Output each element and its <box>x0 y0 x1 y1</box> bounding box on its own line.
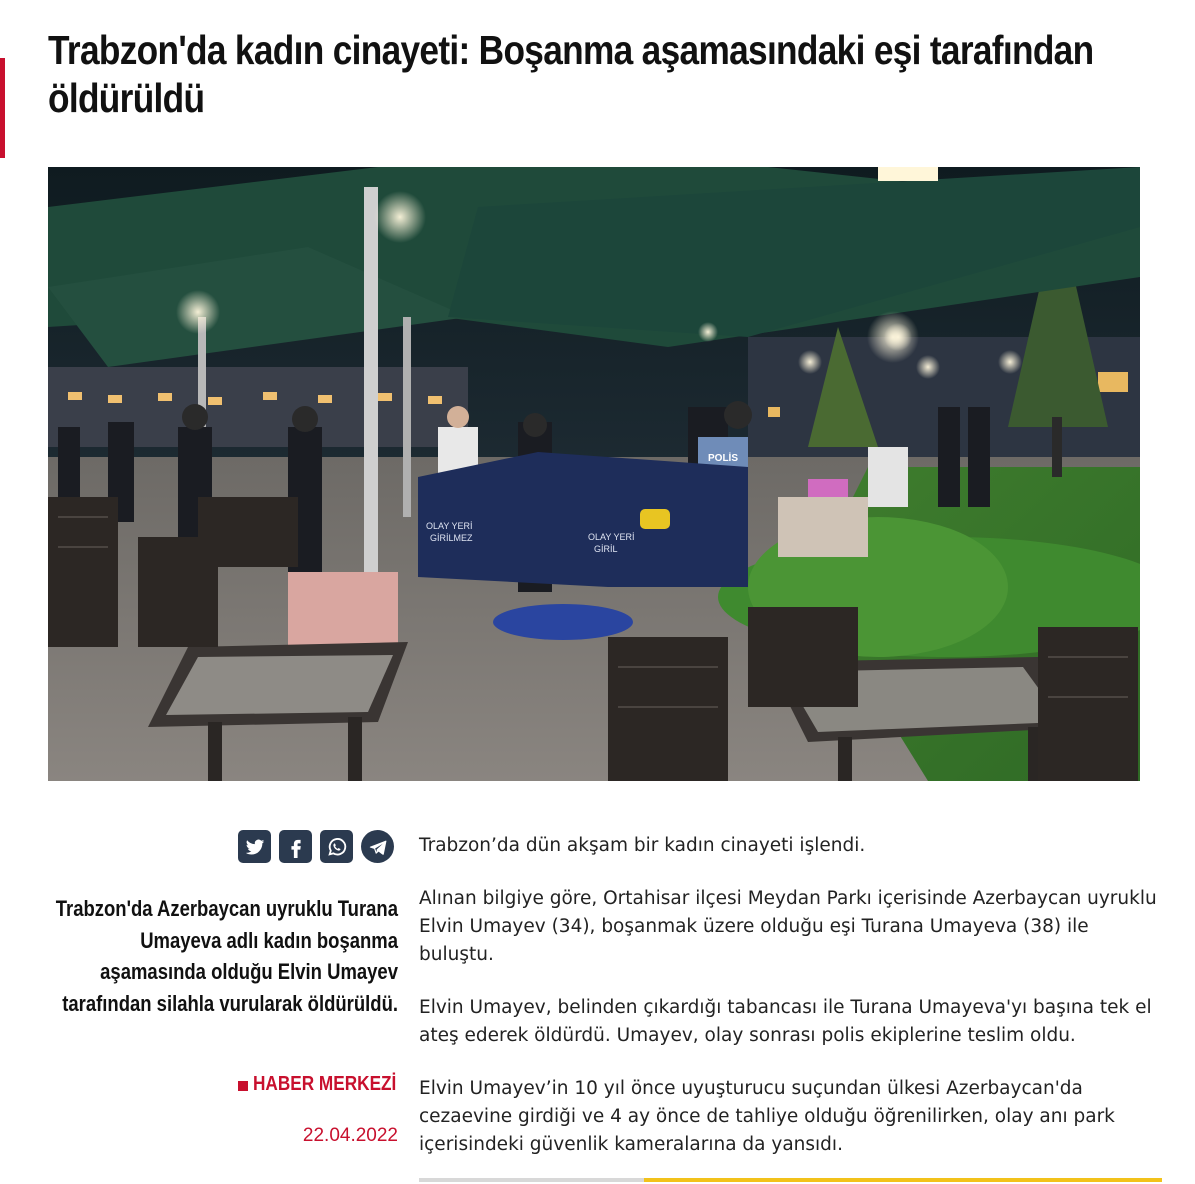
author-name: HABER MERKEZİ <box>253 1073 397 1095</box>
screen-text-right: OLAY YERİ <box>588 532 635 542</box>
article-summary-text: Trabzon'da Azerbaycan uyruklu Turana Umayeva adlı kadın boşanma aşamasında olduğu Elvin Umayev tarafından silahla vurularak öldürüldü. <box>55 896 399 1016</box>
article-hero-image[interactable] <box>48 167 1140 781</box>
twitter-icon <box>244 836 266 858</box>
article-paragraph: Elvin Umayev’in 10 yıl önce uyuşturucu suçundan ülkesi Azerbaycan'da cezaevine girdiği ve 4 ay önce de tahliye olduğu öğrenilirken, olay anı park içerisindeki güvenlik kameralarına da yansıdı. <box>419 1078 1115 1155</box>
article-author[interactable] <box>238 1073 398 1096</box>
hero-photo <box>48 167 1140 781</box>
screen-text-left: OLAY YERİ <box>426 521 473 531</box>
article-paragraph: Alınan bilgiye göre, Ortahisar ilçesi Meydan Parkı içerisinde Azerbaycan uyruklu Elvin Umayev (34), boşanmak üzere olduğu eşi Turana Umayeva (38) ile buluştu. <box>419 888 1157 965</box>
telegram-share-button[interactable] <box>361 830 394 863</box>
left-accent-bar <box>0 58 5 158</box>
police-vest-text: POLİS <box>708 453 739 464</box>
twitter-share-button[interactable] <box>238 830 271 863</box>
bottom-content-strip <box>419 1178 1162 1182</box>
screen-text-right-2: GİRİL <box>594 544 618 554</box>
article-body <box>419 832 1164 1184</box>
facebook-icon <box>285 836 307 858</box>
telegram-icon <box>368 837 388 857</box>
article-headline: Trabzon'da kadın cinayeti: Boşanma aşamasındaki eşi tarafından öldürüldü <box>48 27 1094 121</box>
screen-text-left-2: GİRİLMEZ <box>430 533 473 543</box>
whatsapp-share-button[interactable] <box>320 830 353 863</box>
share-bar <box>238 830 394 863</box>
article-paragraph: Trabzon’da dün akşam bir kadın cinayeti işlendi. <box>419 835 866 856</box>
whatsapp-icon <box>326 836 348 858</box>
article-paragraph: Elvin Umayev, belinden çıkardığı tabancası ile Turana Umayeva'yı başına tek el ateş ederek öldürdü. Umayev, olay sonrası polis ekiplerine teslim oldu. <box>419 997 1152 1046</box>
article-summary <box>48 893 398 1019</box>
facebook-share-button[interactable] <box>279 830 312 863</box>
article-date: 22.04.2022 <box>302 1125 398 1146</box>
author-square-icon <box>238 1081 248 1091</box>
